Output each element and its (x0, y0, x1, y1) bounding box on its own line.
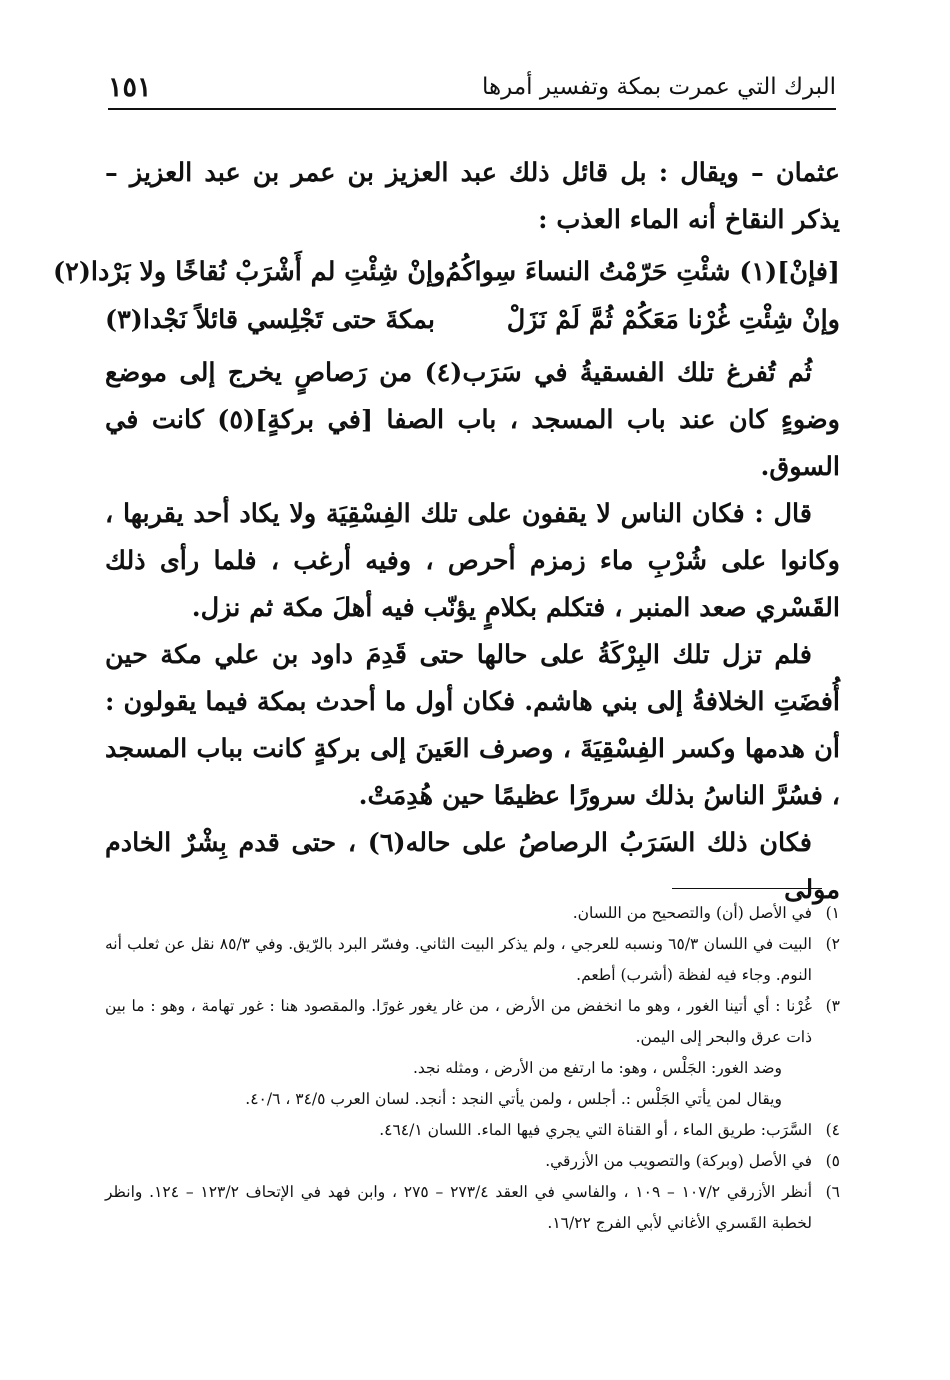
footnote-text: وضد الغور: الجَلْس ، وهو: ما ارتفع من الأرض ، ومثله نجد. (412, 1059, 782, 1077)
poem-verse (105, 296, 840, 344)
footnote-text: ويقال لمن يأتي الجَلْس :. أجلس ، ولمن يأتي النجد : أنجد. لسان العرب ٣٤/٥ ، ٤٠/٦. (245, 1090, 782, 1108)
main-text (53, 150, 840, 914)
poem-hemistich-first: وإنْ شِئْتِ غُرْنا مَعَكُمْ ثُمَّ لَمْ نَزَلْ (506, 305, 840, 335)
paragraph: عثمان – ويقال : بل قائل ذلك عبد العزيز بن عمر بن عبد العزيز – يذكر النقاخ أنه الماء العذب : (105, 158, 840, 235)
page-number: ١٥١ (108, 72, 152, 103)
paragraph: قال : فكان الناس لا يقفون على تلك الفِسْقِيَة ولا يكاد أحد يقربها ، وكانوا على شُرْبِ ماء زمزم أحرص ، وفيه أرغب ، فلما رأى ذلك القَسْري صعد المنبر ، فتكلم بكلامٍ يؤنّب فيه أهلَ مكة ثم نزل. (105, 499, 840, 623)
poem-hemistich-first: [فإنْ](١) شئْتِ حَرّمْتُ النساءَ سِواكُمُ (445, 257, 840, 287)
footnote-number: ٣) (825, 997, 840, 1015)
footnote-number: ١) (825, 904, 840, 922)
footnote-continuation (105, 1084, 840, 1115)
paragraph: فكان ذلك السَرَبُ الرصاصُ على حاله(٦) ، حتى قدم بِشْرٌ الخادم مولى (105, 828, 840, 905)
poem-verse (53, 248, 840, 296)
footnote-text: في الأصل (أن) والتصحيح من اللسان. (572, 904, 812, 922)
footnote (105, 1146, 840, 1177)
footnote-number: ٤) (825, 1121, 840, 1139)
footnote-text: البيت في اللسان ٦٥/٣ ونسبه للعرجي ، ولم يذكر البيت الثاني. وفسّر البرد بالرّيق. وفي ٨٥/٣ نقل عن ثعلب أنه النوم. وجاء فيه لفظة (أشرب) أطعم. (105, 935, 812, 984)
footnote-separator (672, 888, 822, 889)
footnote (105, 991, 840, 1053)
footnote (105, 1177, 840, 1239)
paragraph: ثُم تُفرغ تلك الفسقيةُ في سَرَب(٤) من رَصاصٍ يخرج إلى موضع وضوءٍ كان عند باب المسجد ، باب الصفا [في بركةٍ](٥) كانت في السوق. (105, 358, 840, 482)
footnote-number: ٦) (825, 1183, 840, 1201)
paragraph: فلم تزل تلك البِرْكَةُ على حالها حتى قَدِمَ داود بن علي مكة حين أُفضَتِ الخلافةُ إلى بني هاشم. فكان أول ما أحدث بمكة فيما يقولون : أن هدمها وكسر الفِسْقِيَةَ ، وصرف العَينَ إلى بركةٍ كانت بباب المسجد ، فسُرَّ الناسُ بذلك سرورًا عظيمًا حين هُدِمَتْ. (105, 640, 840, 811)
footnote-number: ٥) (825, 1152, 840, 1170)
footnote-text: في الأصل (وبركة) والتصويب من الأزرقي. (545, 1152, 812, 1170)
footnote (105, 929, 840, 991)
running-title: البرك التي عمرت بمكة وتفسير أمرها (482, 74, 836, 100)
poem-hemistich-second: بمكةَ حتى تَجْلِسي قائلاً نَجْدا(٣) (105, 305, 435, 335)
poem (53, 248, 840, 344)
running-head (108, 70, 836, 110)
footnotes (105, 898, 840, 1239)
footnote-text: غُرْنا : أي أتينا الغور ، وهو ما انخفض من الأرض ، من غار يغور غورًا. والمقصود هنا : غور تهامة ، وهو : ما بين ذات عرق والبحر إلى اليمن. (105, 997, 812, 1046)
footnote (105, 1115, 840, 1146)
footnote-continuation (105, 1053, 840, 1084)
footnote-text: السَّرَب: طريق الماء ، أو القناة التي يجري فيها الماء. اللسان ٤٦٤/١. (379, 1121, 812, 1139)
footnote-number: ٢) (825, 935, 840, 953)
poem-hemistich-second: وإنْ شِئْتِ لم أَشْرَبْ نُقاخًا ولا بَرْدا(٢) (53, 257, 446, 287)
footnote (105, 898, 840, 929)
footnote-text: أنظر الأزرقي ١٠٧/٢ – ١٠٩ ، والفاسي في العقد ٢٧٣/٤ – ٢٧٥ ، وابن فهد في الإتحاف ١٢٣/٢ – ١٢٤. وانظر لخطبة القَسري الأغاني لأبي الفرج ١٦/٢٢. (105, 1183, 813, 1232)
